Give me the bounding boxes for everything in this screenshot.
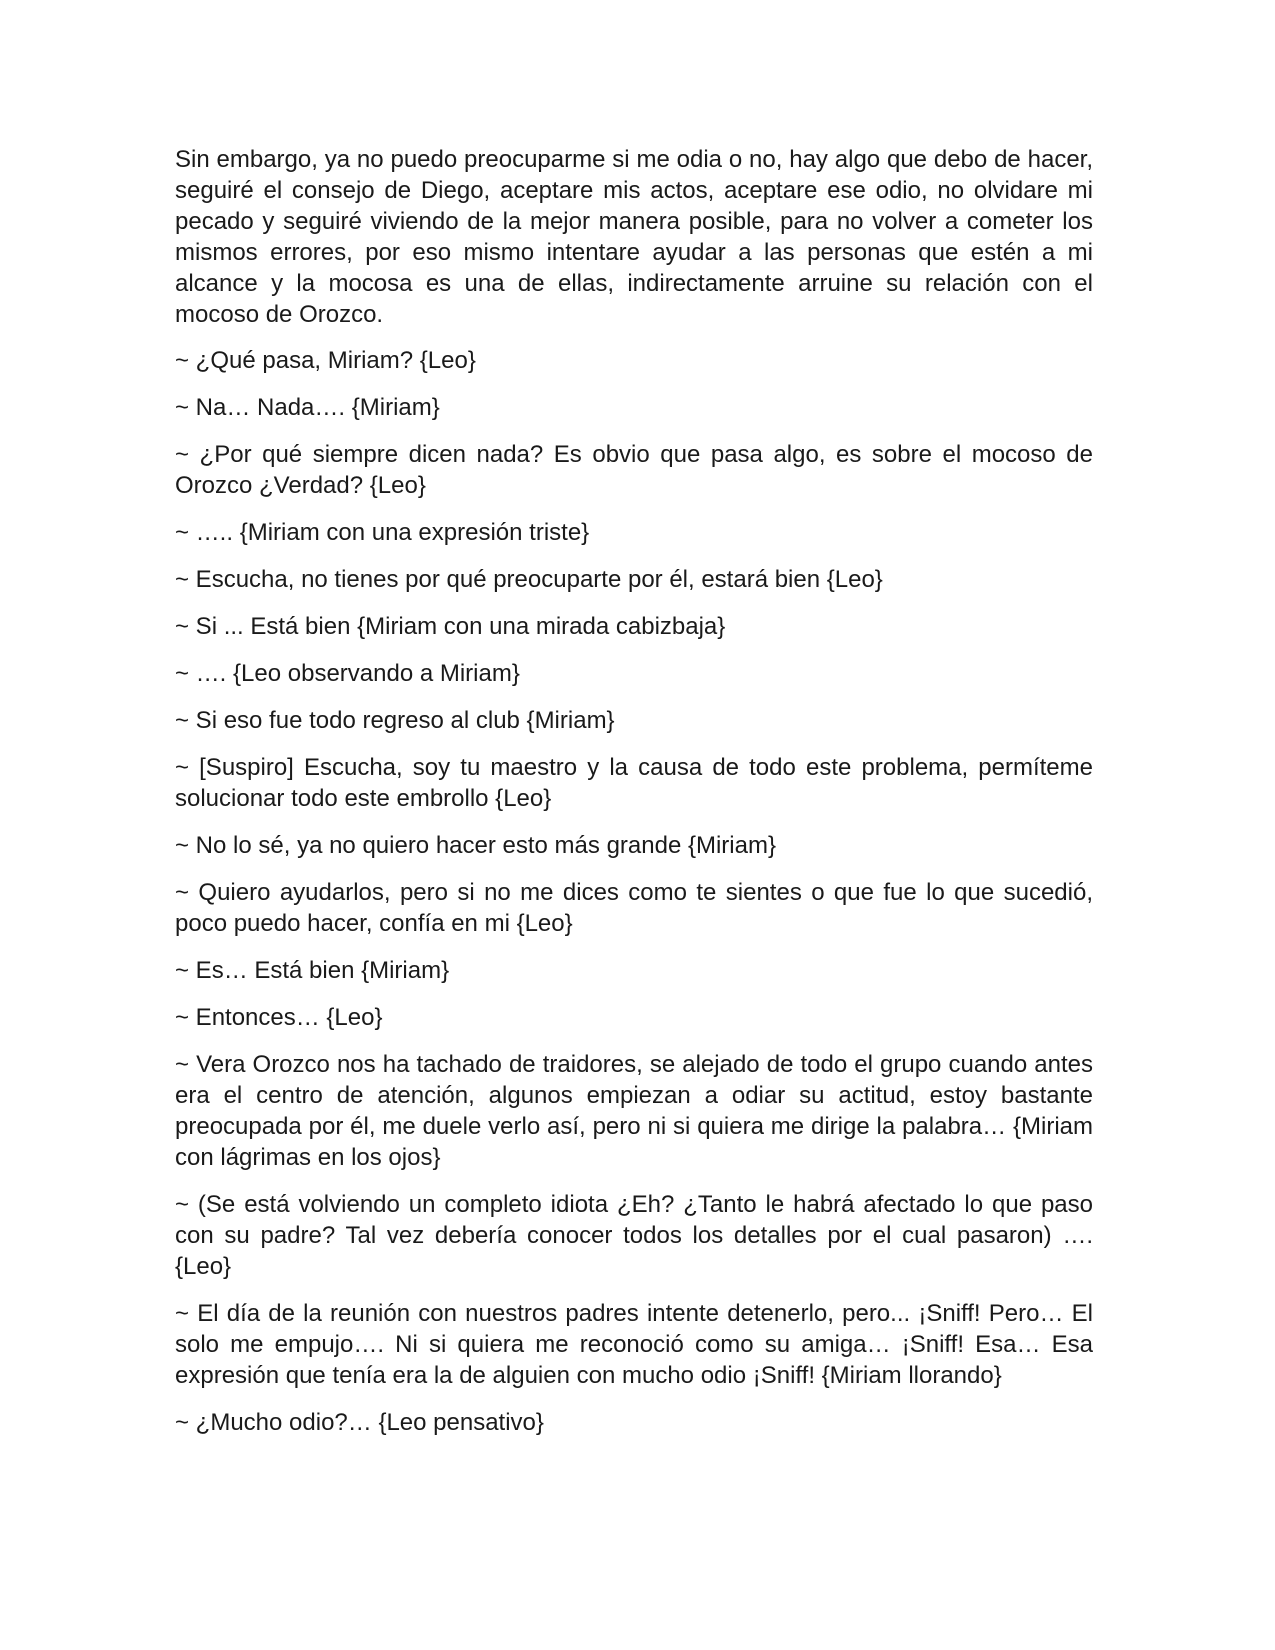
dialogue-line: ~ [Suspiro] Escucha, soy tu maestro y la causa de todo este problema, permíteme solucionar todo este embrollo {Leo} <box>175 754 1093 812</box>
dialogue-line: ~ Si eso fue todo regreso al club {Miriam} <box>175 707 615 734</box>
dialogue-line: ~ Si ... Está bien {Miriam con una mirada cabizbaja} <box>175 613 726 640</box>
dialogue-line: ~ Quiero ayudarlos, pero si no me dices como te sientes o que fue lo que sucedió, poco puedo hacer, confía en mi {Leo} <box>175 879 1093 937</box>
dialogue-line: ~ ….. {Miriam con una expresión triste} <box>175 519 590 546</box>
dialogue-line: ~ (Se está volviendo un completo idiota ¿Eh? ¿Tanto le habrá afectado lo que paso con su padre? Tal vez debería conocer todos los detalles por el cual pasaron) …. {Leo} <box>175 1191 1093 1280</box>
document-body <box>175 144 1093 1454</box>
dialogue-line: ~ Entonces… {Leo} <box>175 1004 383 1031</box>
dialogue-line: ~ No lo sé, ya no quiero hacer esto más grande {Miriam} <box>175 832 776 859</box>
dialogue-line: ~ ¿Mucho odio?… {Leo pensativo} <box>175 1409 544 1436</box>
dialogue-line: ~ Es… Está bien {Miriam} <box>175 957 450 984</box>
dialogue-line: ~ …. {Leo observando a Miriam} <box>175 660 520 687</box>
dialogue-line: ~ Vera Orozco nos ha tachado de traidores, se alejado de todo el grupo cuando antes era el centro de atención, algunos empiezan a odiar su actitud, estoy bastante preocupada por él, me duele verlo así, pero ni si quiera me dirige la palabra… {Miriam con lágrimas en los ojos} <box>175 1051 1093 1171</box>
narrative-paragraph: Sin embargo, ya no puedo preocuparme si me odia o no, hay algo que debo de hacer, seguiré el consejo de Diego, aceptare mis actos, aceptare ese odio, no olvidare mi pecado y seguiré viviendo de la mejor manera posible, para no volver a cometer los mismos errores, por eso mismo intentare ayudar a las personas que estén a mi alcance y la mocosa es una de ellas, indirectamente arruine su relación con el mocoso de Orozco. <box>175 146 1093 328</box>
dialogue-line: ~ El día de la reunión con nuestros padres intente detenerlo, pero... ¡Sniff! Pero… El solo me empujo…. Ni si quiera me reconoció como su amiga… ¡Sniff! Esa… Esa expresión que tenía era la de alguien con mucho odio ¡Sniff! {Miriam llorando} <box>175 1300 1093 1389</box>
dialogue-line: ~ Escucha, no tienes por qué preocuparte por él, estará bien {Leo} <box>175 566 883 593</box>
dialogue-line: ~ ¿Por qué siempre dicen nada? Es obvio que pasa algo, es sobre el mocoso de Orozco ¿Verdad? {Leo} <box>175 441 1093 499</box>
dialogue-line: ~ ¿Qué pasa, Miriam? {Leo} <box>175 347 476 374</box>
dialogue-line: ~ Na… Nada…. {Miriam} <box>175 394 440 421</box>
